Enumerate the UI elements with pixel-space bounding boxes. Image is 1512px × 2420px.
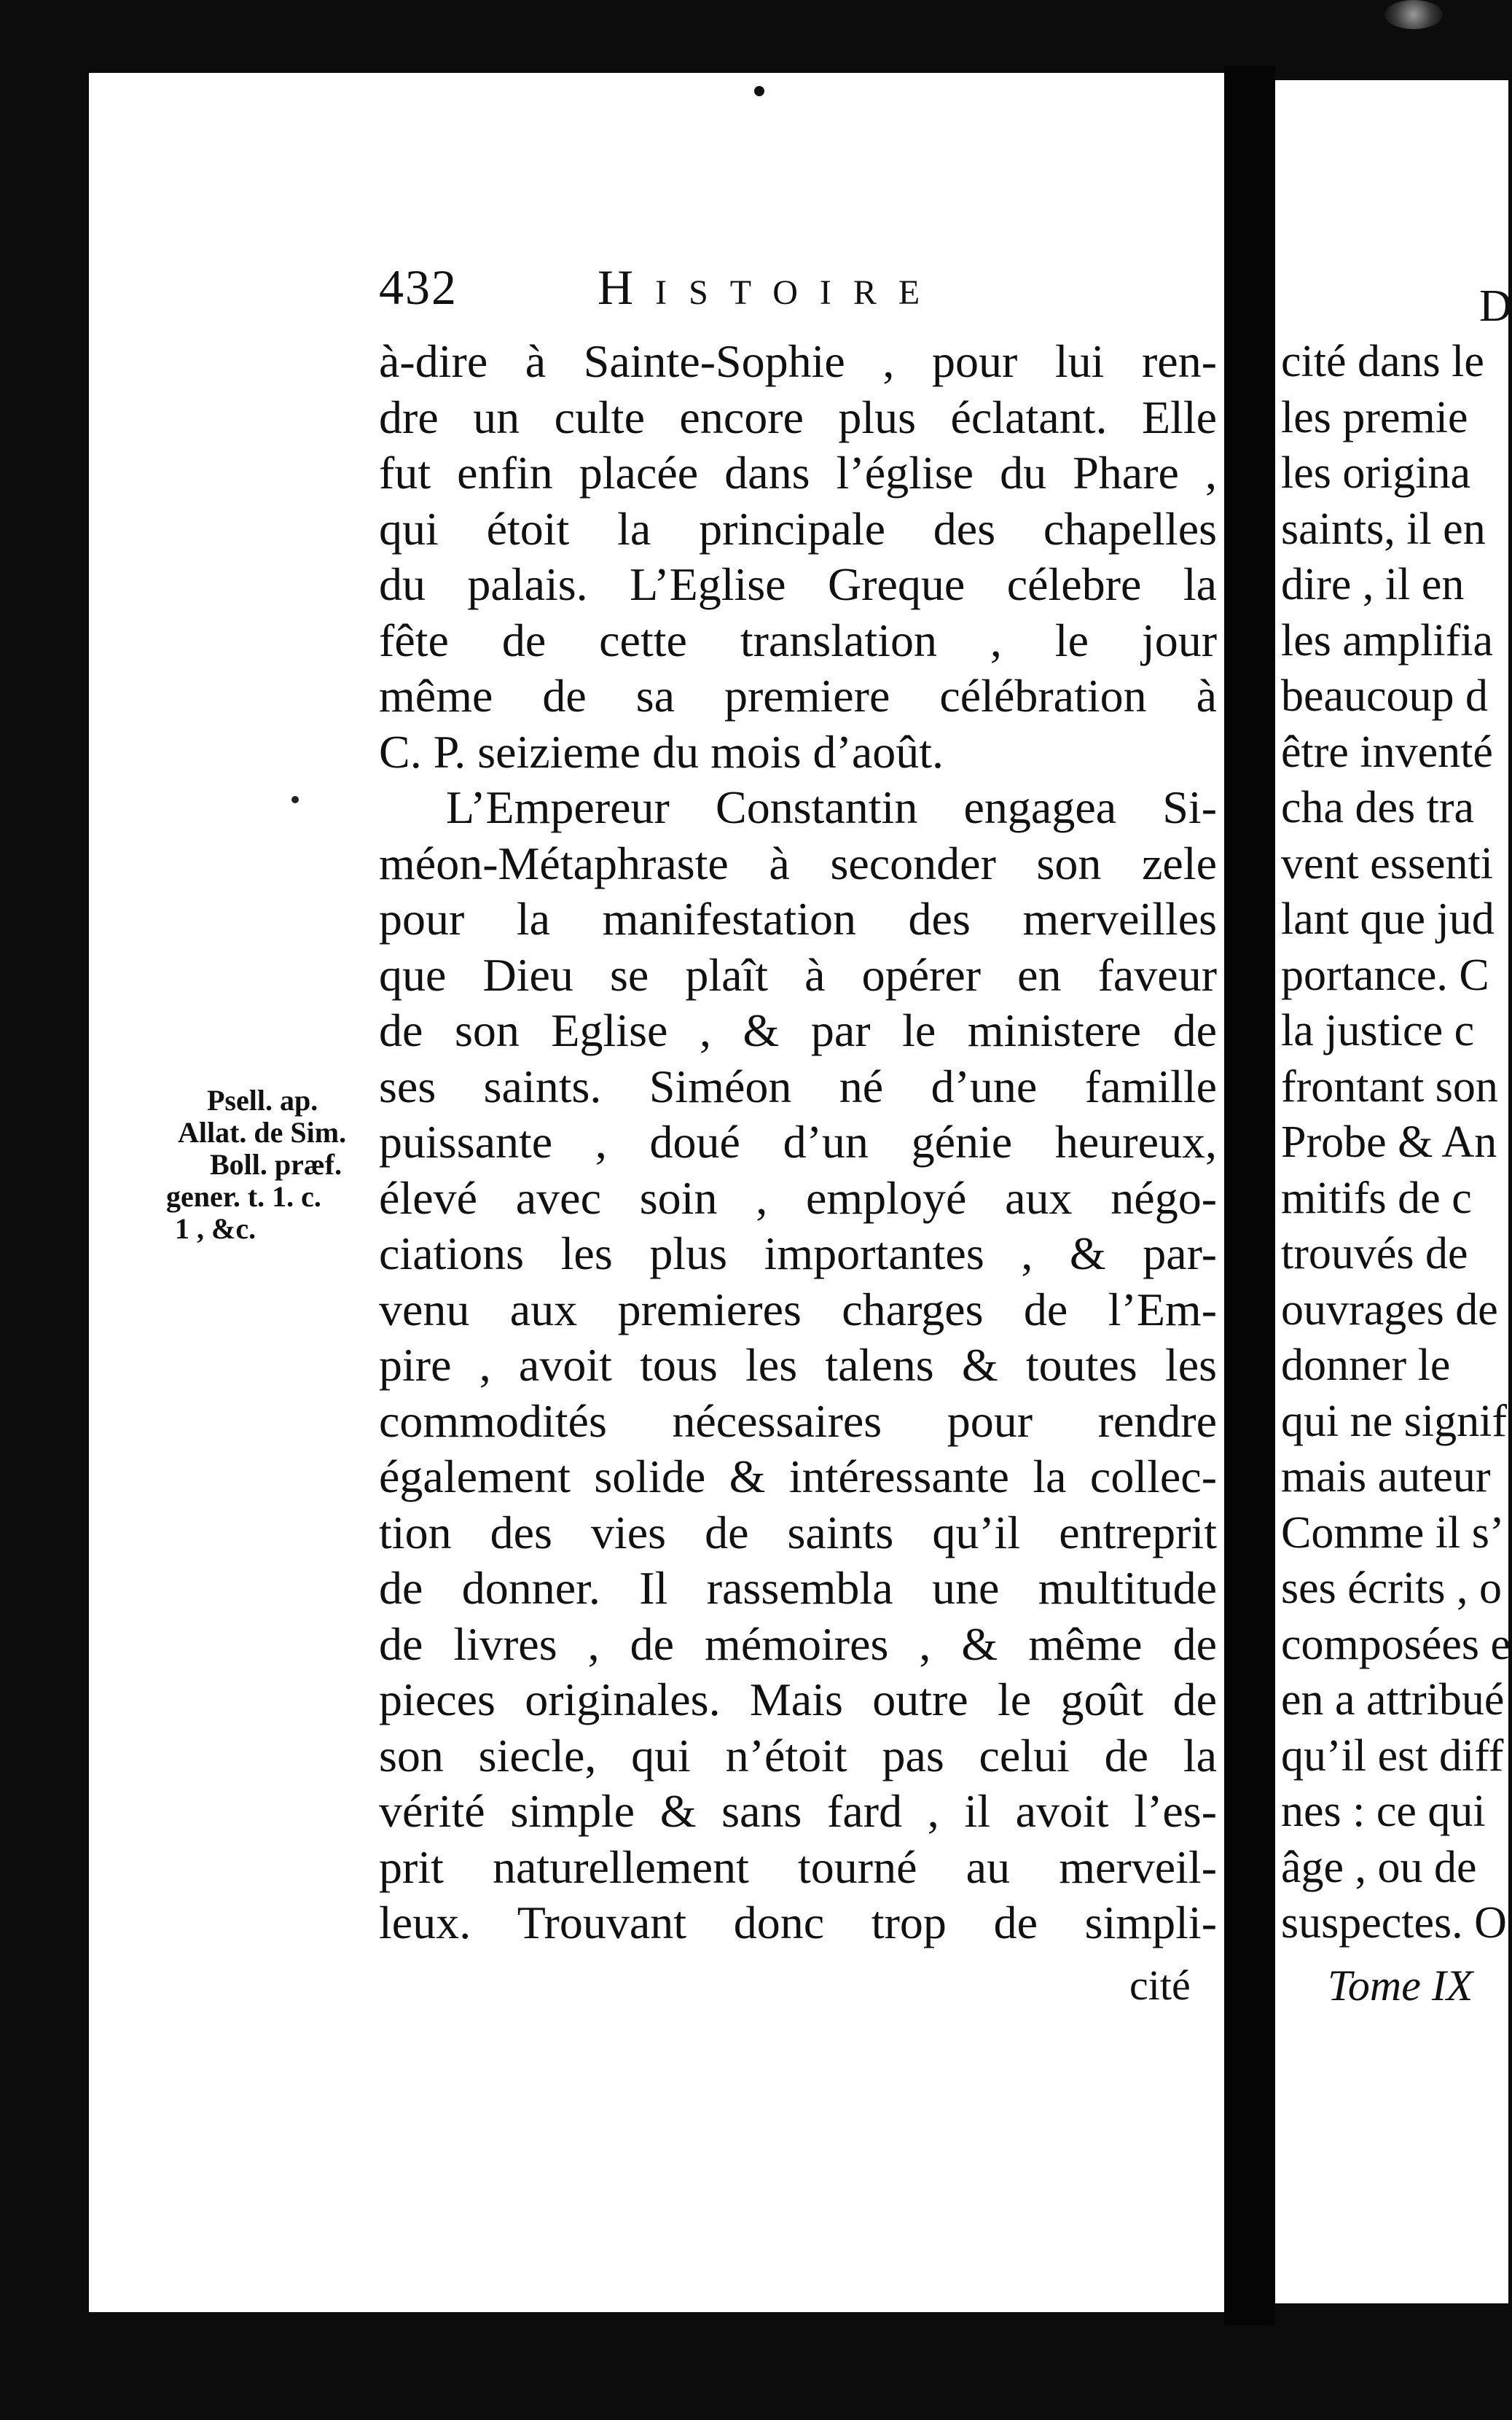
right-text-line: Probe & An: [1281, 1117, 1497, 1167]
volume-signature: Tome IX: [1328, 1962, 1473, 2010]
text-line: de livres , de mémoires , & même de: [379, 1617, 1217, 1670]
paragraph-start-line: L’Empereur Constantin engagea Si-: [446, 781, 1217, 833]
right-text-line: Comme il s’: [1281, 1507, 1505, 1558]
right-text-line: portance. C: [1281, 950, 1489, 1000]
catchword: cité: [1129, 1962, 1191, 2009]
right-text-line: cité dans le: [1281, 337, 1484, 386]
text-line: son siecle, qui n’étoit pas celui de la: [379, 1729, 1217, 1781]
right-text-line: suspectes. O: [1281, 1898, 1507, 1948]
right-text-line: les origina: [1281, 448, 1470, 498]
right-text-line: qui ne signif: [1281, 1396, 1507, 1446]
marginal-note-line: Allat. de Sim.: [178, 1116, 347, 1149]
right-text-line: saints, il en: [1281, 504, 1486, 554]
right-page-body: [1277, 334, 1511, 1974]
marginal-note-line: 1 , &c.: [175, 1212, 256, 1245]
page-number: 432: [379, 259, 458, 315]
text-line: à-dire à Sainte-Sophie , pour lui ren-: [379, 335, 1217, 387]
text-line: leux. Trouvant donc trop de simpli-: [379, 1897, 1217, 1948]
book-gutter: [1224, 66, 1275, 2325]
text-line: C. P. seizieme du mois d’août.: [379, 725, 944, 778]
left-page-header: [379, 259, 1224, 332]
text-line: vérité simple & sans fard , il avoit l’es-: [379, 1785, 1217, 1837]
text-line: puissante , doué d’un génie heureux,: [379, 1116, 1217, 1168]
text-line: tion des vies de saints qu’il entreprit: [379, 1506, 1217, 1558]
right-text-line: être inventé: [1281, 727, 1493, 777]
right-text-line: ouvrages de: [1281, 1284, 1498, 1335]
text-line: dre un culte encore plus éclatant. Elle: [379, 391, 1217, 443]
text-line: pire , avoit tous les talens & toutes les: [379, 1339, 1217, 1391]
right-text-line: lant que jud: [1281, 894, 1495, 944]
text-line: venu aux premieres charges de l’Em-: [379, 1283, 1217, 1335]
text-line: également solide & intéressante la collec-: [379, 1451, 1217, 1502]
text-line: de donner. Il rassembla une multitude: [379, 1562, 1217, 1614]
right-text-line: la justice c: [1281, 1006, 1475, 1055]
text-line: de son Eglise , & par le ministere de: [379, 1004, 1217, 1056]
right-text-line: ses écrits , o: [1281, 1564, 1503, 1613]
text-line: méon-Métaphraste à seconder son zele: [379, 837, 1217, 889]
text-line: pieces originales. Mais outre le goût de: [379, 1674, 1217, 1725]
right-page-header-fragment: D: [1479, 281, 1512, 331]
right-text-line: nes : ce qui: [1281, 1787, 1486, 1836]
text-line: fête de cette translation , le jour: [379, 614, 1217, 666]
left-page-body: [379, 334, 1217, 1951]
top-dot-ornament: [754, 86, 764, 96]
text-line: du palais. L’Eglise Greque célebre la: [379, 558, 1217, 610]
text-line: ciations les plus importantes , & par-: [379, 1227, 1217, 1279]
text-line: même de sa premiere célébration à: [379, 670, 1217, 722]
right-text-line: mais auteur: [1281, 1452, 1491, 1502]
right-text-line: âge , ou de: [1281, 1842, 1477, 1892]
right-text-line: composées e: [1281, 1619, 1511, 1669]
right-text-line: cha des tra: [1281, 783, 1475, 832]
right-text-line: donner le: [1281, 1340, 1451, 1390]
text-line: que Dieu se plaît à opérer en faveur: [379, 948, 1217, 1001]
right-text-line: en a attribué: [1281, 1675, 1505, 1725]
text-line: fut enfin placée dans l’église du Phare ,: [379, 447, 1217, 499]
text-line: élevé avec soin , employé aux négo-: [379, 1171, 1217, 1224]
right-text-line: mitifs de c: [1281, 1173, 1472, 1223]
right-text-line: dire , il en: [1281, 560, 1465, 609]
right-text-line: les amplifia: [1281, 615, 1493, 666]
text-line: pour la manifestation des merveilles: [379, 893, 1217, 945]
right-text-line: les premie: [1281, 392, 1468, 442]
right-text-line: frontant son: [1281, 1061, 1498, 1112]
marginal-note-line: Boll. præf.: [210, 1148, 342, 1181]
right-text-line: trouvés de: [1281, 1229, 1468, 1279]
text-line: ses saints. Siméon né d’une famille: [379, 1060, 1217, 1112]
right-text-line: qu’il est diff: [1281, 1730, 1504, 1781]
running-title: Histoire: [598, 259, 942, 315]
text-line: prit naturellement tourné au merveil-: [379, 1841, 1217, 1893]
marginal-note-line: gener. t. 1. c.: [166, 1180, 321, 1213]
corner-smudge: [1384, 0, 1443, 29]
right-text-line: beaucoup d: [1281, 671, 1489, 721]
text-line: commodités nécessaires pour rendre: [379, 1394, 1217, 1447]
marginal-note: [166, 1085, 385, 1245]
text-line: qui étoit la principale des chapelles: [379, 502, 1217, 555]
marginal-note-line: Psell. ap.: [207, 1084, 318, 1117]
right-text-line: vent essenti: [1281, 838, 1493, 889]
stray-dot: [291, 796, 299, 803]
